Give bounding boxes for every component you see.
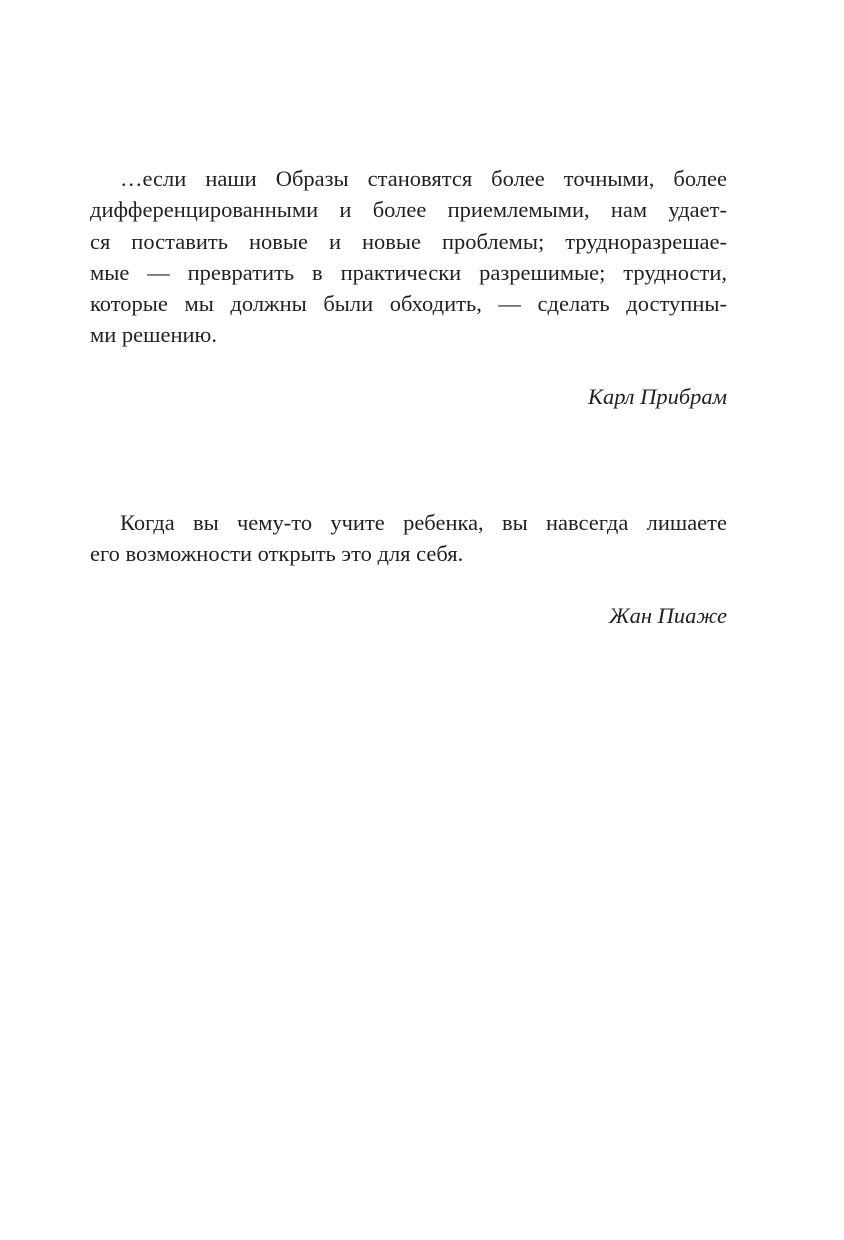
quote-line: мые — превратить в практически разрешимые; трудности, (90, 259, 727, 285)
quote-line: которые мы должны были обходить, — сделать доступны- (90, 291, 727, 317)
epigraph-quote-pribram (90, 163, 727, 351)
epigraph-author-piaget: Жан Пиаже (608, 603, 727, 628)
quote-line: ми решению. (90, 322, 217, 348)
quote-line: …если наши Образы становятся более точными, более (120, 166, 727, 191)
epigraph-quote-piaget (90, 507, 727, 570)
quote-line: его возможности открыть это для себя. (90, 541, 464, 567)
quote-line: дифференцированными и более приемлемыми, нам удает- (90, 197, 727, 223)
epigraph-author-pribram: Карл Прибрам (588, 384, 727, 409)
quote-line: Когда вы чему-то учите ребенка, вы навсегда лишаете (120, 510, 727, 535)
quote-line: ся поставить новые и новые проблемы; трудноразрешае- (90, 228, 727, 254)
